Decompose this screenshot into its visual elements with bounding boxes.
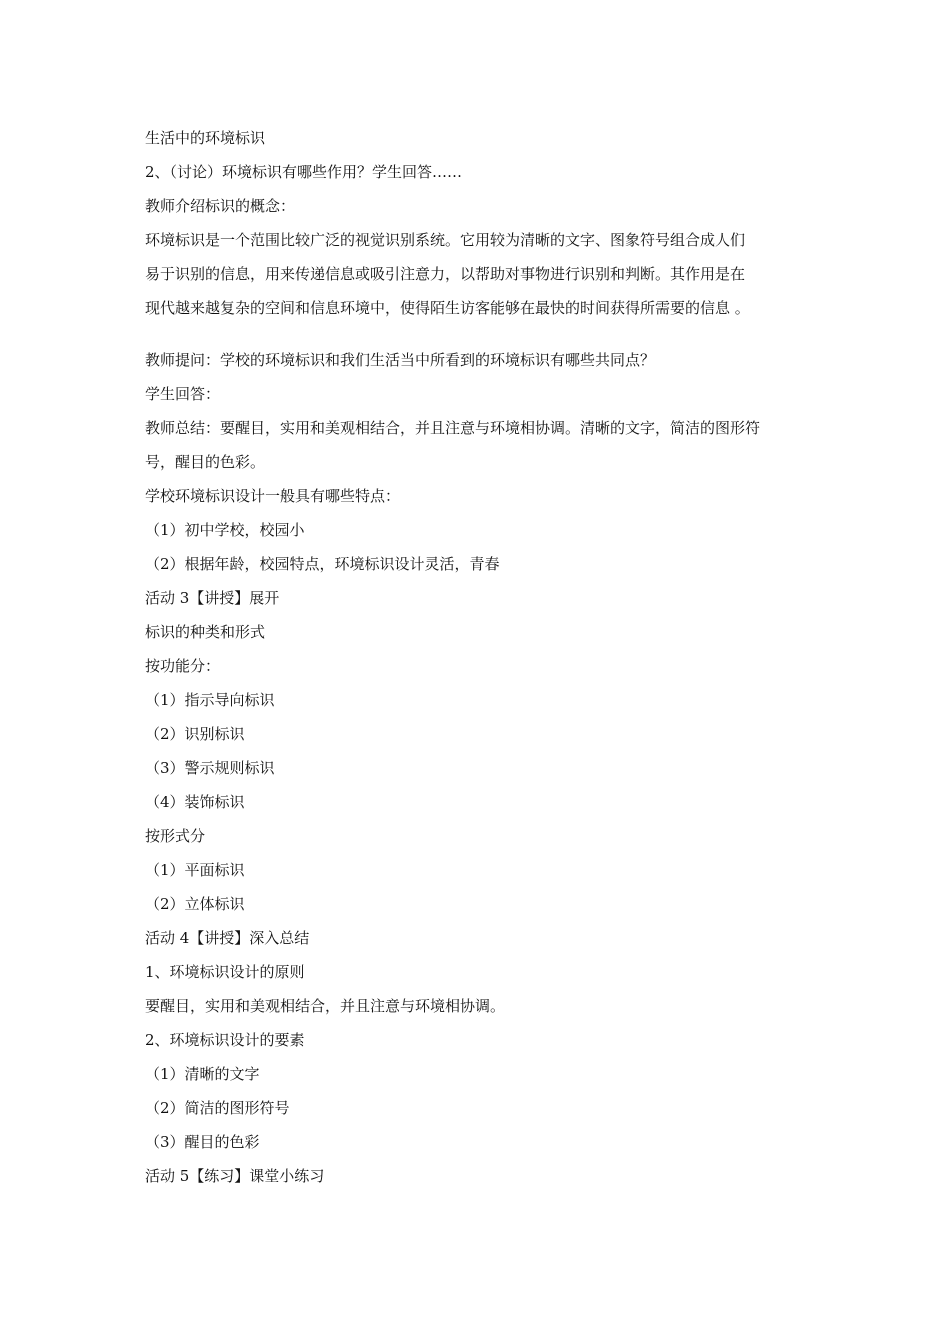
list-item: （2）立体标识 <box>145 895 245 913</box>
activity-heading: 活动 3【讲授】展开 <box>145 589 280 607</box>
list-item: （1）初中学校，校园小 <box>145 521 305 539</box>
activity-heading: 活动 5【练习】课堂小练习 <box>145 1167 325 1185</box>
list-item: （3）警示规则标识 <box>145 759 275 777</box>
list-item: （2）简洁的图形符号 <box>145 1099 290 1117</box>
text-line: 学校环境标识设计一般具有哪些特点： <box>145 487 401 505</box>
summary-paragraph <box>145 418 825 472</box>
list-item: （3）醒目的色彩 <box>145 1133 260 1151</box>
list-item: （4）装饰标识 <box>145 793 245 811</box>
text-line: 要醒目，实用和美观相结合，并且注意与环境相协调。 <box>145 997 506 1015</box>
text-line: 教师介绍标识的概念： <box>145 197 296 215</box>
list-item: （1）平面标识 <box>145 861 245 879</box>
paragraph-line: 易于识别的信息，用来传递信息或吸引注意力，以帮助对事物进行识别和判断。其作用是在 <box>145 265 746 283</box>
activity-heading: 活动 4【讲授】深入总结 <box>145 929 310 947</box>
text-line: 1、环境标识设计的原则 <box>145 963 305 981</box>
text-line: 2、环境标识设计的要素 <box>145 1031 305 1049</box>
list-item: （1）清晰的文字 <box>145 1065 260 1083</box>
list-item: （2）根据年龄，校园特点，环境标识设计灵活，青春 <box>145 555 500 573</box>
teacher-question: 教师提问：学校的环境标识和我们生活当中所看到的环境标识有哪些共同点？ <box>145 351 656 369</box>
discussion-question: 2、（讨论）环境标识有哪些作用？学生回答…… <box>145 163 463 181</box>
text-line: 按功能分： <box>145 657 221 675</box>
paragraph-line: 号，醒目的色彩。 <box>145 453 266 471</box>
paragraph-line: 教师总结：要醒目，实用和美观相结合，并且注意与环境相协调。清晰的文字，简洁的图形符 <box>145 419 761 437</box>
text-line: 按形式分 <box>145 827 206 845</box>
paragraph-line: 现代越来越复杂的空间和信息环境中，使得陌生访客能够在最快的时间获得所需要的信息 。 <box>145 299 750 317</box>
text-line: 生活中的环境标识 <box>145 129 266 147</box>
blank-line <box>145 332 825 350</box>
text-line: 学生回答： <box>145 385 221 403</box>
list-item: （1）指示导向标识 <box>145 691 275 709</box>
list-item: （2）识别标识 <box>145 725 245 743</box>
text-line: 标识的种类和形式 <box>145 623 266 641</box>
paragraph-line: 环境标识是一个范围比较广泛的视觉识别系统。它用较为清晰的文字、图象符号组合成人们 <box>145 231 746 249</box>
document-body <box>145 128 825 1200</box>
concept-paragraph <box>145 230 825 318</box>
